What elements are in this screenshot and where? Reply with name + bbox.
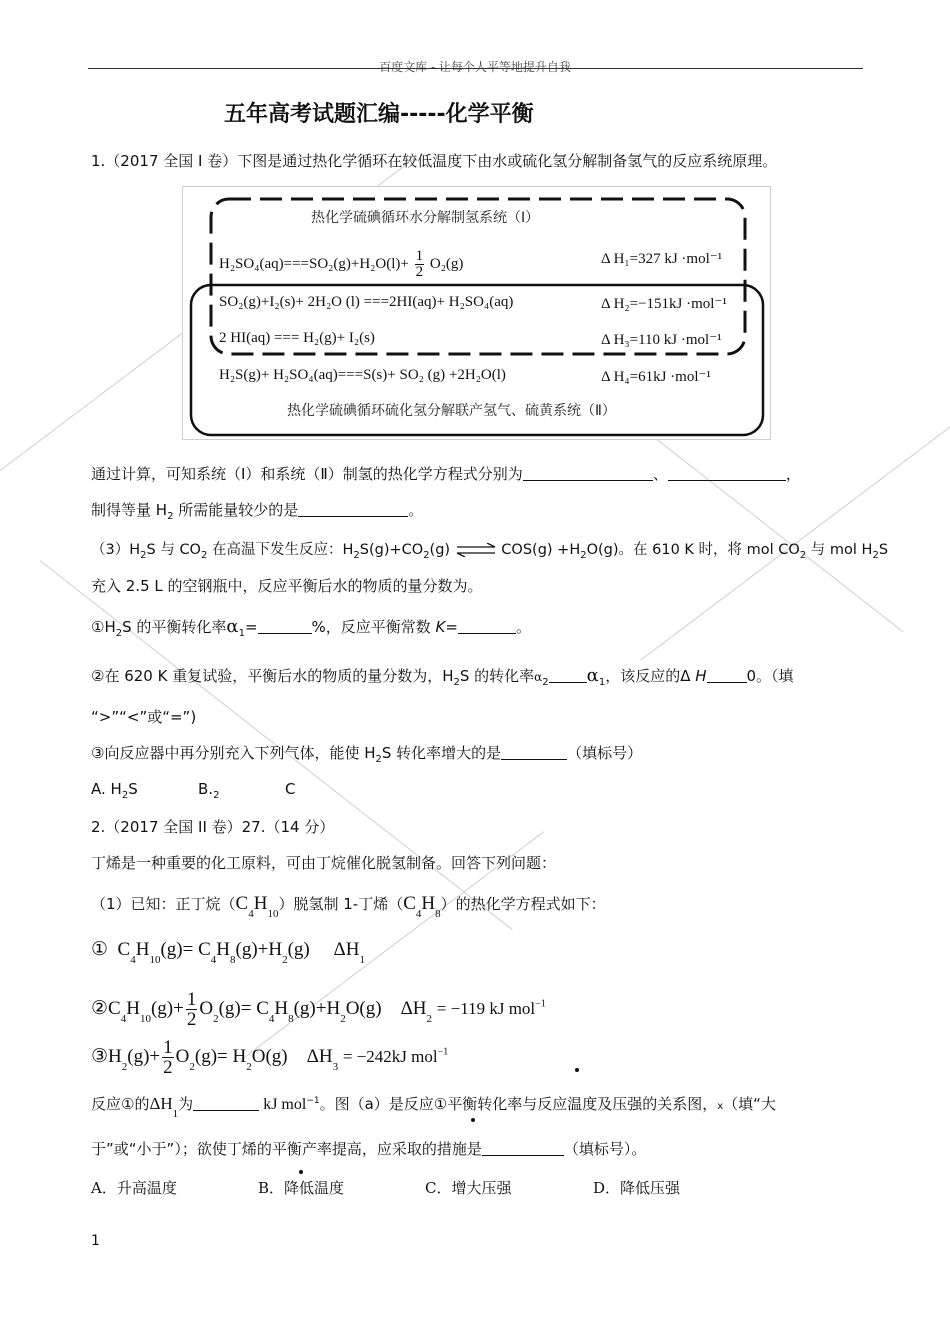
page-header: 百度文库 - 让每个人平等地提升自我 bbox=[379, 60, 571, 74]
system-2-label: 热化学硫碘循环硫化氢分解联产氢气、硫黄系统（Ⅱ） bbox=[287, 403, 616, 419]
answer-blank bbox=[258, 619, 312, 634]
answer-blank bbox=[707, 668, 747, 683]
reaction-4: H₂S(g)+ H₂SO₄(aq)===S(s)+ SO₂ (g) +2H₂O(l) bbox=[219, 367, 506, 383]
q1-option-a: A. $H_2S$ bbox=[91, 780, 138, 801]
equation-2: $②C_4H_{10}(g)+$ $\frac{1}{2}$ $O_2(g)= C_4H_8(g)+H_2O(g)$ $\Delta H_2 = -119$ kJ mol$^{-1}$ bbox=[91, 989, 546, 1030]
answer-blank bbox=[482, 1141, 564, 1156]
watermark-line bbox=[640, 407, 950, 661]
q1-line-a: 通过计算，可知系统（Ⅰ）和系统（Ⅱ）制氢的热化学方程式分别为 、 ， bbox=[91, 465, 801, 483]
choice-c: C．增大压强 bbox=[425, 1179, 512, 1197]
page-number: 1 bbox=[91, 1233, 100, 1249]
answer-blank bbox=[193, 1096, 259, 1111]
system-1-label: 热化学硫碘循环水分解制氢系统（Ⅰ） bbox=[311, 210, 540, 226]
question-1-intro: 1.（2017 全国 I 卷）下图是通过热化学循环在较低温度下由水或硫化氢分解制备氢气的反应系统原理。 bbox=[91, 152, 778, 170]
answer-blank bbox=[549, 668, 587, 683]
reaction-3-enthalpy: Δ H₃=110 kJ ·mol⁻¹ bbox=[601, 332, 722, 348]
answer-blank bbox=[458, 619, 516, 634]
q2-part1: （1）已知：正丁烷$(C_4H_{10})$脱氢制 1-丁烯$(C_4H_8)$的热化学方程式如下： bbox=[91, 893, 606, 920]
reaction-4-enthalpy: Δ H₄=61kJ ·mol⁻¹ bbox=[601, 369, 711, 385]
q1-sub-1: $①H_2S$ 的平衡转化率$\alpha_1=$ %，反应平衡常数 K= 。 bbox=[91, 616, 531, 639]
equilibrium-arrow-icon bbox=[455, 543, 497, 557]
q1-part3-line1: $(3)H_2S$ 与 $CO_2$ 在高温下发生反应：$H_2S(g)+CO_2(g)$ $COS(g) +H_2O(g)$。在 610 K 时，将 mol $CO_2$ 与 mol $H_2S$ bbox=[91, 542, 889, 561]
choice-d: D．降低压强 bbox=[593, 1179, 681, 1197]
reaction-2: SO₂(g)+I₂(s)+ 2H₂O (l) ===2HI(aq)+ H₂SO₄(aq) bbox=[219, 294, 514, 310]
question-2-heading: 2.（2017 全国 II 卷）27.（14 分） bbox=[91, 818, 335, 836]
equation-3: $③H_2(g)+$ $\frac{1}{2}$ $O_2(g)= H_2O(g)$ $\Delta H_3 = -242kJ$ mol$^{-1}$ bbox=[91, 1037, 449, 1078]
answer-blank bbox=[501, 745, 567, 760]
mark-dot bbox=[575, 1068, 579, 1072]
q1-line-b: 制得等量 $H_2$ 所需能量较少的是 。 bbox=[91, 501, 424, 522]
header-rule bbox=[88, 68, 863, 69]
answer-blank bbox=[523, 466, 653, 481]
q2-question-line2: 于”或“小于”）；欲使丁烯的平衡产率提高，应采取的措施是 （填标号）。 bbox=[91, 1140, 647, 1158]
q1-option-b: $B._2$ bbox=[198, 780, 220, 801]
reaction-2-enthalpy: Δ H₂=−151kJ ·mol⁻¹ bbox=[601, 296, 727, 312]
answer-blank bbox=[298, 502, 408, 517]
choice-b: B．降低温度 bbox=[258, 1179, 345, 1197]
q2-question-line1: 反应①的$\Delta H_1$为 kJ mol$^{-1}$。图（a）是反应①平衡转化率与反应温度及压强的关系图，x（填“大 bbox=[91, 1094, 776, 1120]
watermark-line bbox=[619, 410, 903, 632]
mark-dot bbox=[299, 1170, 303, 1174]
reaction-1-enthalpy: Δ H₁=327 kJ ·mol⁻¹ bbox=[601, 251, 723, 267]
answer-blank bbox=[668, 466, 786, 481]
q1-sub-2: ②在 620 K 重复试验，平衡后水的物质的量分数为，$H_2S$ 的转化率$\alpha_2$ $\alpha_1$，该反应的Δ H 0。（填 bbox=[91, 665, 794, 688]
equation-1: ① $C_4H_{10}(g)= C_4H_8(g)+H_2(g)$ $\Delta H_1$ bbox=[91, 939, 365, 966]
mark-dot bbox=[471, 1118, 475, 1122]
reaction-system-figure bbox=[182, 186, 771, 440]
document-title: 五年高考试题汇编-----化学平衡 bbox=[224, 102, 534, 127]
q1-sub-2-line2: “>”“<”或“=”) bbox=[91, 708, 197, 726]
reaction-3: 2 HI(aq) === H₂(g)+ I₂(s) bbox=[219, 330, 375, 346]
q1-sub-3: ③向反应器中再分别充入下列气体，能使 $H_2S$ 转化率增大的是 （填标号） bbox=[91, 744, 643, 765]
choice-a: A．升高温度 bbox=[91, 1179, 177, 1197]
question-2-intro: 丁烯是一种重要的化工原料，可由丁烷催化脱氢制备。回答下列问题： bbox=[91, 854, 557, 872]
q1-part3-line2: 充入 2.5 L 的空钢瓶中，反应平衡后水的物质的量分数为。 bbox=[91, 577, 483, 595]
q1-option-c: C bbox=[285, 780, 296, 798]
reaction-1: H₂SO₄(aq)===SO₂(g)+H₂O(l)+ $\frac{1}{2}$ O₂(g) bbox=[219, 248, 464, 280]
